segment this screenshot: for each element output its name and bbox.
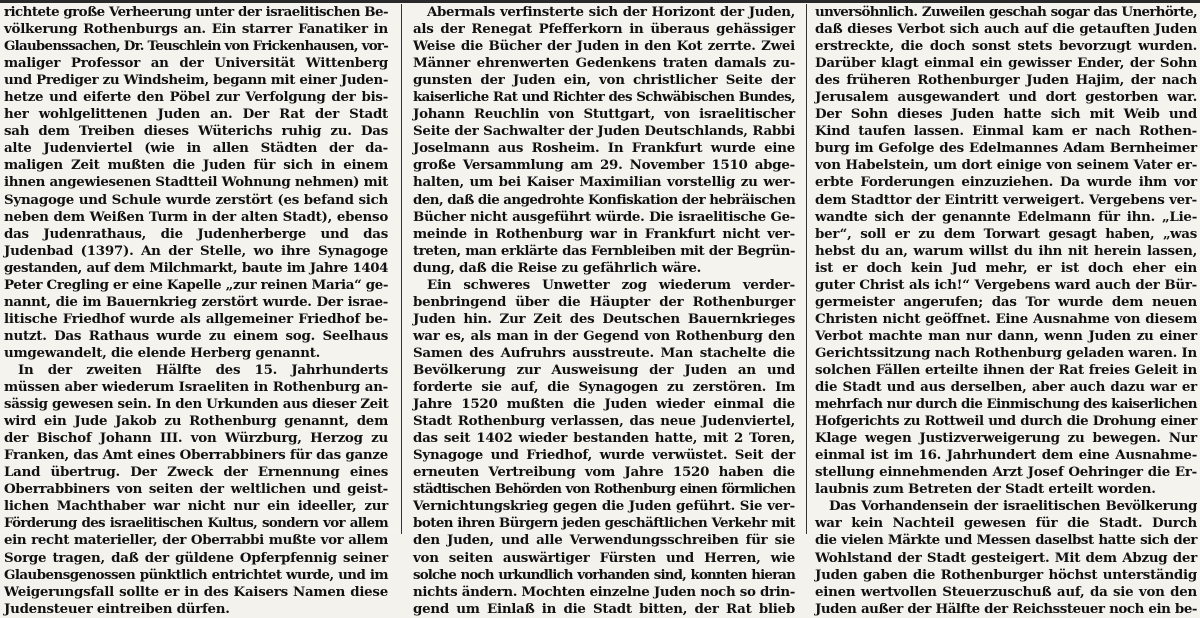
text-line: wandte sich der genannte Edelmann für ihn. „Lie- [815,208,1197,225]
text-line: solchen Fällen erteilte ihnen der Rat freies Geleit in [815,361,1197,378]
text-line: sah dem Treiben dieses Wüterichs ruhig zu. Das [4,123,388,140]
text-line: Ein schweres Unwetter zog wiederum verder- [427,276,795,293]
text-line: nutzt. Das Rathaus wurde zu einem sog. Seelhaus [4,327,388,344]
text-line: Klage wegen Justizverweigerung zu bewegen. Nur [815,430,1197,447]
text-line: war es, als man in der Gegend von Rothenburg den [413,327,795,344]
text-line: müssen aber wiederum Israeliten in Rothenburg an- [4,379,388,396]
text-line: guter Christ als ich!“ Vergebens ward auch der Bür- [815,276,1197,293]
text-line: Oberrabbiners von seiten der weltlichen und geist- [4,481,388,498]
text-line: von Habelstein, um dort einige von seinem Vater er- [815,157,1197,174]
text-line: Weigerungsfall sollte er in des Kaisers Namen diese [4,583,388,600]
text-line: Johann Reuchlin von Stuttgart, von israelitischer [413,106,795,123]
text-line: die Stadt und aus derselben, aber auch dazu war er [815,379,1197,396]
text-line: war kein Nachteil gewesen für die Stadt. Durch [815,515,1197,532]
text-line: Juden außer der Hälfte der Reichssteuer noch ein be- [815,600,1197,617]
text-line: Abermals verfinsterte sich der Horizont der Juden, [427,4,795,20]
text-line: Juden hin. Zur Zeit des Deutschen Bauernkrieges [413,310,795,327]
text-line: Das Vorhandensein der israelitischen Bevölkerung [829,498,1197,515]
text-line: als der Renegat Pfefferkorn in überaus gehässiger [413,21,795,38]
text-line: dung, daß die Reise zu gefährlich wäre. [413,259,702,276]
text-line: Gerichtssitzung nach Rothenburg geladen waren. In [815,344,1197,361]
text-line: des früheren Rothenburger Juden Hajim, der nach [815,72,1197,89]
text-line: den, daß die angedrohte Konfiskation der hebräischen [413,191,796,208]
text-line: treten, man erklärte das Fernbleiben mit der Begrün- [413,242,795,259]
text-line: erbte Forderungen einzuziehen. Da wurde ihm vor [815,174,1197,191]
text-line: mehrfach nur durch die Einmischung des kaiserlichen [815,396,1197,413]
text-line: nannt, die im Bauernkrieg zerstört wurde. Der israe- [4,293,388,310]
text-line: Judensteuer eintreiben dürfen. [4,600,230,617]
text-line: den Juden, und alle Verwendungsschreiben für sie [413,532,795,549]
text-line: und Prediger zu Windsheim, begann mit einer Juden- [4,72,389,89]
text-line: Bevölkerung zur Ausweisung der Juden an und [413,361,795,378]
text-line: Glaubenssachen, Dr. Teuschlein von Frickenhausen, vor- [4,38,389,55]
text-line: unversöhnlich. Zuweilen geschah sogar das Unerhörte, [815,4,1197,20]
text-line: große Versammlung am 29. November 1510 abge- [413,157,795,174]
text-line: Darüber klagt einmal ein gewisser Ender, der Sohn [815,55,1197,72]
text-line: ber“, soll er zu dem Torwart gesagt haben, „was [815,225,1197,242]
text-line: der Bischof Johann III. von Würzburg, Herzog zu [4,430,388,447]
text-line: Jahre 1520 mußten die Juden wieder einmal die [413,396,795,413]
text-line: neben dem Weißen Turm in der alten Stadt), ebenso [4,208,388,225]
text-line: das seit 1402 wieder bestanden hatte, mit 2 Toren, [413,430,795,447]
text-line: Christen nicht geöffnet. Eine Ausnahme von diesem [815,310,1197,327]
text-line: gestanden, auf dem Milchmarkt, baute im Jahre 1404 [4,259,388,276]
text-line: gend um Einlaß in die Stadt bitten, der Rat blieb [413,600,795,617]
text-line: laubnis zum Betreten der Stadt erteilt worden. [815,481,1156,498]
text-line: hetze und eiferte den Pöbel zur Verfolgung der bis- [4,89,388,106]
text-line: völkerung Rothenburgs an. Ein starrer Fanatiker in [4,21,388,38]
text-line: litische Friedhof wurde als allgemeiner Friedhof be- [4,310,388,327]
text-line: das Judenrathaus, die Judenherberge und das [4,225,388,242]
column-divider [401,4,402,534]
text-line: die vielen Märkte und Messen daselbst hatte sich der [815,532,1197,549]
text-line: alte Judenviertel (wie in allen Städten der da- [4,140,388,157]
text-column-2 [413,4,796,617]
text-line: benbringend über die Häupter der Rothenburger [413,293,795,310]
text-line: Land übertrug. Der Zweck der Ernennung eines [4,464,388,481]
column-divider [806,4,807,534]
text-line: boten ihren Bürgern jeden geschäftlichen Verkehr mit [413,515,795,532]
text-line: einen wertvollen Steuerzuschuß auf, da sie von den [815,583,1197,600]
text-line: Synagoge und Friedhof, wurde verwüstet. Seit der [413,447,795,464]
text-line: stellung einnehmenden Arzt Josef Oehringer die Er- [815,464,1197,481]
text-line: Männer ehrenwerten Gedenkens traten damals zu- [413,55,795,72]
text-line: ihnen angewiesenen Stadtteil Wohnung nehmen) mit [4,174,388,191]
text-line: Jerusalem ausgewandert und dort gestorben war. [815,89,1197,106]
text-column-1 [4,4,389,617]
text-line: Glaubensgenossen pünktlich entrichtet wurde, und im [4,566,388,583]
text-line: Kind taufen lassen. Einmal kam er nach Rothen- [815,123,1197,140]
text-line: Joselmann aus Rosheim. In Frankfurt wurde eine [413,140,795,157]
text-line: sässig gewesen sein. In den Urkunden aus dieser Zeit [4,396,389,413]
text-line: Samen des Aufruhrs ausstreute. Man stachelte die [413,344,795,361]
text-line: Seite der Sachwalter der Juden Deutschlands, Rabbi [413,123,795,140]
text-line: Wohlstand der Stadt gesteigert. Mit dem Abzug der [815,549,1197,566]
text-line: her wohlgelittenen Juden an. Der Rat der Stadt [4,106,388,123]
text-line: wird ein Jude Jakob zu Rothenburg genannt, dem [4,413,388,430]
text-line: umgewandelt, die elende Herberg genannt. [4,344,321,361]
text-line: In der zweiten Hälfte des 15. Jahrhunderts [18,361,388,378]
text-line: erneuten Vertreibung vom Jahre 1520 haben die [413,464,795,481]
top-rule [0,0,1200,3]
text-line: Der Sohn dieses Juden hatte sich mit Weib und [815,106,1197,123]
text-line: Verbot machte man nur dann, wenn Juden zu einer [815,327,1197,344]
text-line: gunsten der Juden ein, von christlicher Seite der [413,72,795,89]
text-line: burg im Gefolge des Edelmannes Adam Bernheimer [815,140,1197,157]
text-line: erstreckte, die doch sonst stets bevorzugt wurden. [815,38,1197,55]
text-line: dem Stadttor der Eintritt verweigert. Vergebens ver- [815,191,1197,208]
text-line: einmal ist im 16. Jahrhundert dem eine Ausnahme- [815,447,1197,464]
text-line: Synagoge und Schule wurde zerstört (es befand sich [4,191,388,208]
text-line: Sorge tragen, daß der güldene Opferpfennig seiner [4,549,388,566]
text-line: Bücher nicht ausgeführt würde. Die israelitische Ge- [413,208,795,225]
text-line: daß dieses Verbot sich auch auf die getauften Juden [815,21,1197,38]
text-line: lichen Machthaber war nicht nur ein ideeller, zur [4,498,388,515]
text-column-3 [815,4,1197,617]
text-line: ist er doch kein Jud mehr, er ist doch eher ein [815,259,1197,276]
text-line: meinde in Rothenburg war in Frankfurt nicht ver- [413,225,795,242]
text-line: Vernichtungskrieg gegen die Juden geführt. Sie ver- [413,498,795,515]
text-line: maligen Zeit mußten die Juden für sich in einem [4,157,388,174]
text-line: maliger Professor an der Universität Wittenberg [4,55,388,72]
text-line: Förderung des israelitischen Kultus, sondern vor allem [4,515,388,532]
text-line: Juden gaben die Rothenburger höchst unterständig [815,566,1197,583]
text-line: städtischen Behörden von Rothenburg einen förmlichen [413,481,795,498]
text-line: kaiserliche Rat und Richter des Schwäbischen Bundes, [413,89,795,106]
text-line: solche noch urkundlich vorhanden sind, konnten hieran [413,566,795,583]
text-line: Stadt Rothenburg verlassen, das neue Judenviertel, [413,413,795,430]
text-line: Peter Cregling er eine Kapelle „zur reinen Maria“ ge- [4,276,389,293]
text-line: Hofgerichts zu Rottweil und durch die Drohung einer [815,413,1197,430]
text-line: nichts ändern. Mochten einzelne Juden noch so drin- [413,583,795,600]
text-line: hebst du an, warum willst du ihn nit herein lassen, [815,242,1197,259]
text-line: halten, um bei Kaiser Maximilian vorstellig zu wer- [413,174,795,191]
text-line: Judenbad (1397). An der Stelle, wo ihre Synagoge [4,242,388,259]
text-line: forderte sie auf, die Synagogen zu zerstören. Im [413,379,795,396]
text-line: Franken, das Amt eines Oberrabbiners für das ganze [4,447,388,464]
text-line: Weise die Bücher der Juden in den Kot zerrte. Zwei [413,38,795,55]
text-line: germeister angerufen; das Tor wurde dem neuen [815,293,1197,310]
text-line: von seiten auswärtiger Fürsten und Herren, wie [413,549,795,566]
text-line: richtete große Verheerung unter der israelitischen Be- [4,4,388,20]
text-line: ein recht materieller, der Oberrabbi mußte vor allem [4,532,388,549]
